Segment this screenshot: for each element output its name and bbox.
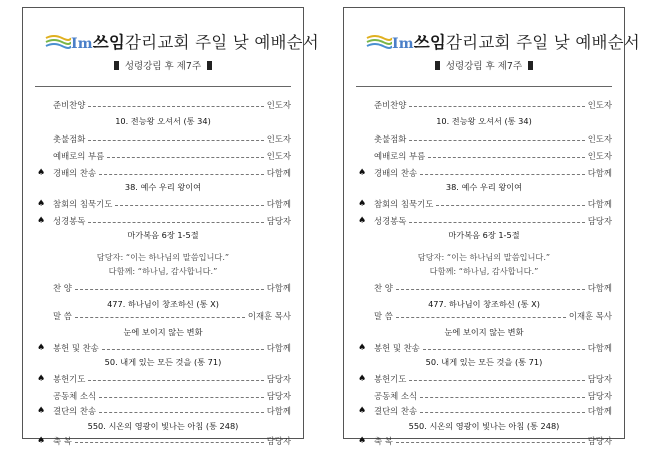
dotted-leader (107, 157, 264, 158)
order-item (37, 372, 291, 386)
order-item-leader: 다함께 (266, 283, 291, 293)
order-item-label: 예배로의 부름 (374, 151, 426, 161)
order-item-leader: 담당자 (266, 391, 291, 401)
dotted-leader (88, 380, 263, 381)
order-item-leader: 다함께 (587, 343, 612, 353)
order-item-label: 공동체 소식 (53, 391, 97, 401)
order-item-label: 참회의 침묵기도 (374, 199, 434, 209)
dotted-leader (423, 349, 585, 350)
order-item (37, 404, 291, 418)
order-item-leader: 다함께 (587, 168, 612, 178)
order-item-leader: 이재훈 목사 (247, 311, 291, 321)
dotted-leader (409, 106, 584, 107)
order-item-label: 결단의 찬송 (374, 406, 418, 416)
order-item-leader: 다함께 (266, 168, 291, 178)
order-item (358, 132, 612, 146)
order-item (37, 149, 291, 163)
service-title: 주일 낮 예배순서 (516, 33, 640, 52)
divider (35, 86, 291, 87)
bulletin-panel-left (22, 7, 319, 446)
order-item-label: 예배로의 부름 (53, 151, 105, 161)
order-item (358, 309, 612, 323)
dotted-leader (420, 174, 585, 175)
dotted-leader (102, 349, 264, 350)
responsive-line: 다함께: “하나님, 감사합니다.” (429, 266, 539, 276)
church-name-rest: 감리교회 (446, 33, 511, 52)
order-item-label: 성경봉독 (53, 216, 86, 226)
dotted-leader (420, 397, 585, 398)
church-prefix: Im (392, 36, 414, 52)
church-title (392, 33, 640, 54)
dotted-leader (409, 380, 584, 381)
spade-icon: ♠ (358, 436, 367, 446)
order-item-detail: 38. 예수 우리 왕이여 (445, 182, 523, 192)
dotted-leader (99, 174, 264, 175)
order-item-leader: 담당자 (587, 216, 612, 226)
order-item-leader: 인도자 (266, 134, 291, 144)
order-item-detail: 550. 시온의 영광이 빛나는 아침 (통 248) (408, 421, 560, 431)
order-item-label: 말 씀 (374, 311, 393, 321)
order-item-leader: 인도자 (587, 134, 612, 144)
order-item-leader: 담당자 (266, 374, 291, 384)
order-item-detail: 477. 하나님이 창조하신 (통 X) (428, 299, 540, 309)
spade-icon: ♠ (37, 168, 46, 178)
order-item-leader: 다함께 (587, 199, 612, 209)
order-item (358, 149, 612, 163)
dotted-leader (396, 317, 566, 318)
church-title (71, 33, 319, 54)
order-item (358, 389, 612, 403)
order-item (358, 98, 612, 112)
spade-icon: ♠ (37, 436, 46, 446)
spade-icon: ♠ (358, 374, 367, 384)
order-item-label: 봉헌기도 (374, 374, 407, 384)
spade-icon: ♠ (358, 199, 367, 209)
subtitle-text: 성령강림 후 제7주 (124, 61, 202, 72)
dotted-leader (396, 289, 585, 290)
responsive-line: 다함께: “하나님, 감사합니다.” (108, 266, 218, 276)
order-item (358, 372, 612, 386)
church-logo-icon (45, 32, 71, 52)
order-item-detail: 마가복음 6장 1-5절 (448, 230, 520, 240)
order-item-detail: 10. 전능왕 오셔서 (통 34) (115, 116, 211, 126)
order-item-label: 결단의 찬송 (53, 406, 97, 416)
bulletin-panel-right (343, 7, 640, 446)
order-item (37, 309, 291, 323)
dotted-leader (75, 442, 264, 443)
order-item-leader: 인도자 (266, 151, 291, 161)
order-item-leader: 인도자 (266, 100, 291, 110)
order-item (358, 404, 612, 418)
dotted-leader (75, 317, 245, 318)
order-item-label: 준비찬양 (53, 100, 86, 110)
order-item-detail: 눈에 보이지 않는 변화 (444, 327, 524, 337)
dotted-leader (115, 205, 263, 206)
order-item-label: 공동체 소식 (374, 391, 418, 401)
order-item-detail: 477. 하나님이 창조하신 (통 X) (107, 299, 219, 309)
order-item-leader: 담당자 (587, 391, 612, 401)
responsive-line: 담당자: “이는 하나님의 말씀입니다.” (417, 252, 551, 262)
dotted-leader (428, 157, 585, 158)
dotted-leader (99, 412, 264, 413)
order-item-label: 성경봉독 (374, 216, 407, 226)
church-name-bold: 쓰임 (92, 33, 126, 52)
order-item (37, 98, 291, 112)
order-item-leader: 담당자 (587, 374, 612, 384)
order-item (358, 197, 612, 211)
church-logo-icon (366, 32, 392, 52)
order-item-leader: 다함께 (587, 283, 612, 293)
order-item-label: 촛불점화 (374, 134, 407, 144)
order-item (358, 434, 612, 448)
dotted-leader (436, 205, 584, 206)
order-item-leader: 다함께 (266, 343, 291, 353)
order-item (37, 281, 291, 295)
spade-icon: ♠ (358, 168, 367, 178)
block-marker-icon (435, 61, 440, 70)
order-item (358, 281, 612, 295)
order-item-label: 축 복 (374, 436, 393, 446)
order-item-leader: 이재훈 목사 (568, 311, 612, 321)
dotted-leader (88, 106, 263, 107)
order-item-leader: 인도자 (587, 151, 612, 161)
order-item-label: 축 복 (53, 436, 72, 446)
order-item (37, 197, 291, 211)
order-item-leader: 담당자 (266, 216, 291, 226)
dotted-leader (75, 289, 264, 290)
order-item (37, 434, 291, 448)
order-item-leader: 담당자 (587, 436, 612, 446)
church-prefix: Im (71, 36, 93, 52)
spade-icon: ♠ (358, 343, 367, 353)
divider (356, 86, 612, 87)
order-item-detail: 마가복음 6장 1-5절 (127, 230, 199, 240)
order-item-label: 경배의 찬송 (374, 168, 418, 178)
dotted-leader (396, 442, 585, 443)
bulletin-header (23, 30, 319, 56)
order-item-detail: 10. 전능왕 오셔서 (통 34) (436, 116, 532, 126)
order-item-label: 준비찬양 (374, 100, 407, 110)
dotted-leader (88, 222, 263, 223)
order-item-label: 경배의 찬송 (53, 168, 97, 178)
bulletin-header (344, 30, 640, 56)
order-item-detail: 50. 내게 있는 모든 것을 (통 71) (425, 357, 543, 367)
order-item (37, 341, 291, 355)
subtitle-text: 성령강림 후 제7주 (445, 61, 523, 72)
spade-icon: ♠ (37, 199, 46, 209)
spade-icon: ♠ (358, 216, 367, 226)
order-item-detail: 50. 내게 있는 모든 것을 (통 71) (104, 357, 222, 367)
dotted-leader (409, 222, 584, 223)
order-item-leader: 다함께 (266, 199, 291, 209)
spade-icon: ♠ (358, 406, 367, 416)
dotted-leader (420, 412, 585, 413)
block-marker-icon (528, 61, 533, 70)
order-item-leader: 다함께 (266, 406, 291, 416)
order-item (37, 214, 291, 228)
responsive-line: 담당자: “이는 하나님의 말씀입니다.” (96, 252, 230, 262)
block-marker-icon (207, 61, 212, 70)
order-item-detail: 550. 시온의 영광이 빛나는 아침 (통 248) (87, 421, 239, 431)
order-item-detail: 눈에 보이지 않는 변화 (123, 327, 203, 337)
dotted-leader (88, 140, 263, 141)
order-item-leader: 담당자 (266, 436, 291, 446)
dotted-leader (99, 397, 264, 398)
church-name-bold: 쓰임 (413, 33, 447, 52)
order-item-label: 봉헌 및 찬송 (374, 343, 420, 353)
order-item (37, 389, 291, 403)
order-item-leader: 인도자 (587, 100, 612, 110)
service-title: 주일 낮 예배순서 (195, 33, 319, 52)
order-item (37, 132, 291, 146)
subtitle (23, 60, 303, 74)
order-item-detail: 38. 예수 우리 왕이여 (124, 182, 202, 192)
dotted-leader (409, 140, 584, 141)
spade-icon: ♠ (37, 406, 46, 416)
order-item-label: 말 씀 (53, 311, 72, 321)
order-item (37, 166, 291, 180)
order-item-label: 촛불점화 (53, 134, 86, 144)
order-item-label: 봉헌기도 (53, 374, 86, 384)
order-item-label: 봉헌 및 찬송 (53, 343, 99, 353)
order-item-label: 찬 양 (53, 283, 72, 293)
spade-icon: ♠ (37, 374, 46, 384)
order-item (358, 341, 612, 355)
order-item-label: 참회의 침묵기도 (53, 199, 113, 209)
order-item (358, 214, 612, 228)
order-item (358, 166, 612, 180)
spade-icon: ♠ (37, 343, 46, 353)
block-marker-icon (114, 61, 119, 70)
order-item-label: 찬 양 (374, 283, 393, 293)
church-name-rest: 감리교회 (125, 33, 190, 52)
spade-icon: ♠ (37, 216, 46, 226)
subtitle (344, 60, 624, 74)
order-item-leader: 다함께 (587, 406, 612, 416)
